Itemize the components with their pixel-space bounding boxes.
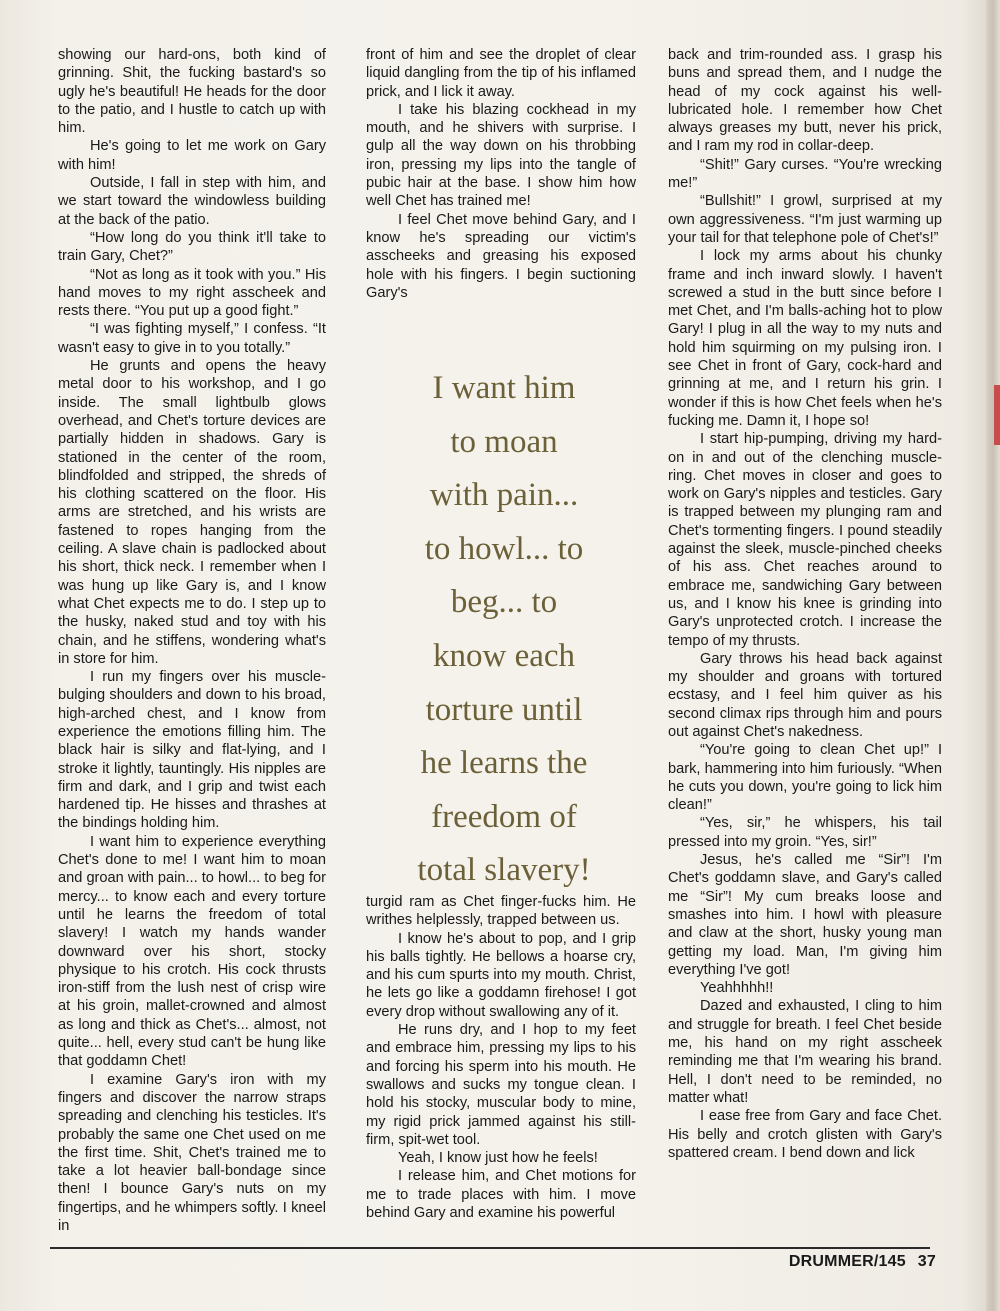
paragraph: back and trim-rounded ass. I grasp his buns and spread them, and I nudge the head of my cock against his well-lubricated hole. I remember how Chet always greases my butt, never his prick, and I ram my rod in collar-deep.	[668, 47, 942, 155]
page-edge-tab	[994, 385, 1000, 445]
paragraph: He grunts and opens the heavy metal door to his workshop, and I go inside. The small lightbulb glows overhead, and Chet's torture devices are partially hidden in shadows. Gary is stationed in the center of the room, blindfolded and stripped, the shreds of his clothing scattered on the floor. His arms are stretched, and his wrists are fastened to ropes hanging from the ceiling. A slave chain is padlocked about his short, thick neck. I remember when I was hung up like Gary is, and I know what Chet expects me to do. I step up to the husky, naked stud and toy with his chain, and he stiffens, wondering what's in store for him.	[58, 358, 326, 667]
article-column-2-top	[366, 46, 636, 302]
paragraph: I know he's about to pop, and I grip his balls tightly. He bellows a hoarse cry, and his cum spurts into my mouth. Christ, he lets go like a goddamn firehose! I got every drop without swallowing any of it.	[366, 930, 636, 1020]
pull-quote-line: freedom of	[431, 798, 577, 835]
paragraph: I start hip-pumping, driving my hard-on in and out of the clenching muscle-ring. Chet moves in closer and goes to work on Gary's nipples and testicles. Gary is trapped between my plunging ram and Chet's tormenting fingers. I pound steadily against the sleek, muscle-pinched cheeks of his ass. Chet reaches around to embrace me, sandwiching Gary between us, and I know his knee is grinding into Gary's unprotected crotch. I increase the tempo of my thrusts.	[668, 431, 942, 649]
paragraph: “You're going to clean Chet up!” I bark, hammering into him furiously. “When he cuts you down, you're going to lick him clean!”	[668, 742, 942, 814]
article-column-1	[58, 46, 326, 1235]
paragraph: I lock my arms about his chunky frame and inch inward slowly. I haven't screwed a stud in the butt since before I met Chet, and I'm balls-aching hot to plow Gary! I plug in all the way to my nuts and hold him squirming on my pulsing iron. I see Chet in front of Gary, cock-hard and grinning at me, and I return his grin. I wonder if this is how Chet feels when he's fucking me. Damn it, I hope so!	[668, 248, 942, 429]
pull-quote-line: he learns the	[420, 745, 588, 782]
paragraph: I release him, and Chet motions for me to trade places with him. I move behind Gary and examine his powerful	[366, 1168, 636, 1222]
paragraph: I take his blazing cockhead in my mouth, and he shivers with surprise. I gulp all the way down on his throbbing iron, pressing my lips into the tangle of pubic hair at the base. I show him how well Chet has trained me!	[366, 101, 636, 210]
paragraph: “How long do you think it'll take to train Gary, Chet?”	[58, 229, 326, 265]
paragraph: “Yes, sir,” he whispers, his tail pressed into my groin. “Yes, sir!”	[668, 815, 942, 850]
paragraph: I want him to experience everything Chet's done to me! I want him to moan and groan with pain... to howl... to beg for mercy... to know each and every torture until he learns the freedom of total slavery! I watch my hands wander downward over his short, stocky physique to his crotch. His cock thrusts iron-stiff from the lush nest of crisp wire at his groin, mallet-crowned and almost as long and thick as Chet's... almost, not quite... hell, every stud can't be hung like that goddamn Chet!	[58, 833, 326, 1070]
pull-quote-line: to howl... to	[424, 530, 584, 567]
paragraph: “Not as long as it took with you.” His hand moves to my right asscheek and rests there. “You put up a good fight.”	[58, 266, 326, 320]
paragraph: Yeah, I know just how he feels!	[398, 1150, 598, 1167]
pull-quote-line: I want him	[432, 370, 576, 406]
paragraph: Jesus, he's called me “Sir”! I'm Chet's goddamn slave, and Gary's called me “Sir”! My cum breaks loose and smashes into him. I howl with pleasure and claw at the short, husky young man getting my load. Man, I'm giving him everything I've got!	[668, 852, 942, 978]
paragraph: showing our hard-ons, both kind of grinning. Shit, the fucking bastard's so ugly he's beautiful! He heads for the door to the patio, and I hustle to catch up with him.	[58, 47, 326, 137]
paragraph: Gary throws his head back against my shoulder and groans with tortured ecstasy, and I feel him quiver as his second climax rips through him and pours out against Chet's nakedness.	[668, 650, 942, 740]
page-footer	[789, 1253, 936, 1271]
paragraph: front of him and see the droplet of clear liquid dangling from the tip of his inflamed prick, and I lick it away.	[366, 47, 636, 100]
paragraph: I ease free from Gary and face Chet. His belly and crotch glisten with Gary's spattered cream. I bend down and lick	[668, 1108, 942, 1161]
pull-quote-line: know each	[432, 637, 576, 674]
paragraph: “I was fighting myself,” I confess. “It wasn't easy to give in to you totally.”	[58, 321, 326, 356]
article-column-2-bottom	[366, 893, 636, 1222]
pull-quote	[356, 362, 652, 898]
paragraph: I run my fingers over his muscle-bulging shoulders and down to his broad, high-arched chest, and I know from experience the emotions filling him. The black hair is silky and flat-lying, and I stroke it lightly, tauntingly. His nipples are firm and dark, and I grip and twist each hardened tip. He hisses and thrashes at the bindings holding him.	[58, 669, 326, 832]
paragraph: Outside, I fall in step with him, and we start toward the windowless building at the back of the patio.	[58, 175, 326, 228]
paragraph: “Shit!” Gary curses. “You're wrecking me!”	[668, 156, 942, 192]
paragraph: I feel Chet move behind Gary, and I know he's spreading our victim's asscheeks and greasing his exposed hole with his fingers. I begin suctioning Gary's	[366, 211, 636, 301]
paragraph: He runs dry, and I hop to my feet and embrace him, pressing my lips to his and forcing his sperm into his mouth. He swallows and sucks my tongue clean. I hold his stocky, muscular body to mine, my rigid prick jammed against his still-firm, spit-wet tool.	[366, 1022, 636, 1148]
paragraph: I examine Gary's iron with my fingers and discover the narrow straps spreading and clenching his testicles. It's probably the same one Chet used on me the first time. Shit, Chet's trained me to take a lot heavier ball-bondage since then! I bounce Gary's nuts on my fingertips, and he whimpers softly. I kneel in	[58, 1071, 326, 1234]
pull-quote-line: torture until	[425, 691, 583, 728]
pull-quote-line: total slavery!	[417, 852, 591, 889]
pull-quote-line: to moan	[450, 423, 558, 460]
magazine-issue: DRUMMER/145	[788, 1253, 906, 1270]
paragraph: Dazed and exhausted, I cling to him and struggle for breath. I feel Chet beside me, his hand on my right asscheek reminding me that I'm wearing his brand. Hell, I don't need to be reminded, no matter what!	[668, 998, 942, 1106]
pull-quote-line: beg... to	[450, 584, 558, 621]
paragraph: “Bullshit!” I growl, surprised at my own aggressiveness. “I'm just warming up your tail for that telephone pole of Chet's!”	[668, 193, 942, 246]
paragraph: Yeahhhhh!!	[700, 980, 774, 997]
footer-rule	[50, 1247, 930, 1249]
pull-quote-line: with pain...	[429, 477, 579, 514]
paragraph: turgid ram as Chet finger-fucks him. He writhes helplessly, trapped between us.	[366, 894, 636, 929]
paragraph: He's going to let me work on Gary with him!	[58, 138, 326, 173]
page-edge	[986, 0, 1000, 1311]
page-number: 37	[917, 1253, 936, 1270]
article-column-3	[668, 46, 942, 1162]
